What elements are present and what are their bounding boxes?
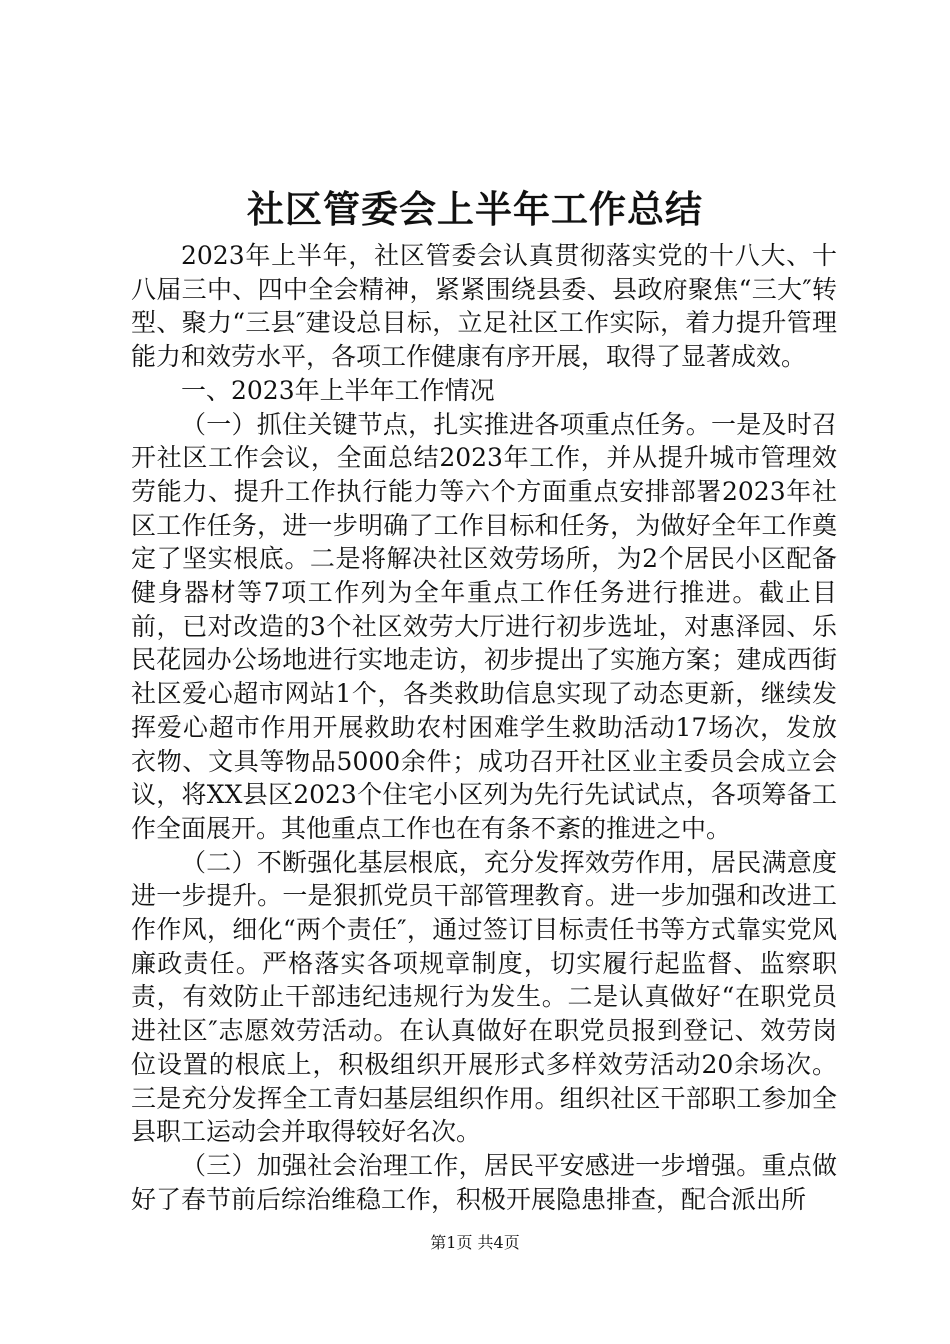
body-paragraph: （三）加强社会治理工作，居民平安感进一步增强。重点做好了春节前后综治维稳工作，积极开展隐患排查，配合派出所 (131, 1150, 837, 1214)
body-paragraph: （二）不断强化基层根底，充分发挥效劳作用，居民满意度进一步提升。一是狠抓党员干部管理教育。进一步加强和改进工作作风，细化“两个责任″，通过签订目标责任书等方式靠实党风廉政责任。严格落实各项规章制度，切实履行起监督、监察职责，有效防止干部违纪违规行为发生。二是认真做好“在职党员进社区″志愿效劳活动。在认真做好在职党员报到登记、效劳岗位设置的根底上，积极组织开展形式多样效劳活动20余场次。三是充分发挥全工青妇基层组织作用。组织社区干部职工参加全县职工运动会并取得较好名次。 (131, 847, 837, 1147)
page-footer: 第1页 共4页 (430, 1233, 520, 1252)
document-body (131, 239, 837, 1216)
document-title: 社区管委会上半年工作总结 (247, 187, 703, 231)
body-paragraph: （一）抓住关键节点，扎实推进各项重点任务。一是及时召开社区工作会议，全面总结2023年工作，并从提升城市管理效劳能力、提升工作执行能力等六个方面重点安排部署2023年社区工作任务，进一步明确了工作目标和任务，为做好全年工作奠定了坚实根底。二是将解决社区效劳场所，为2个居民小区配备健身器材等7项工作列为全年重点工作任务进行推进。截止目前，已对改造的3个社区效劳大厅进行初步选址，对惠泽园、乐民花园办公场地进行实地走访，初步提出了实施方案；建成西街社区爱心超市网站1个，各类救助信息实现了动态更新，继续发挥爱心超市作用开展救助农村困难学生救助活动17场次，发放衣物、文具等物品5000余件；成功召开社区业主委员会成立会议，将XX县区2023个住宅小区列为先行先试试点，各项筹备工作全面展开。其他重点工作也在有条不紊的推进之中。 (131, 409, 837, 843)
intro-paragraph: 2023年上半年，社区管委会认真贯彻落实党的十八大、十八届三中、四中全会精神，紧紧围绕县委、县政府聚焦“三大″转型、聚力“三县″建设总目标，立足社区工作实际，着力提升管理能力和效劳水平，各项工作健康有序开展，取得了显著成效。 (131, 241, 837, 372)
section-heading: 一、2023年上半年工作情况 (181, 375, 495, 405)
